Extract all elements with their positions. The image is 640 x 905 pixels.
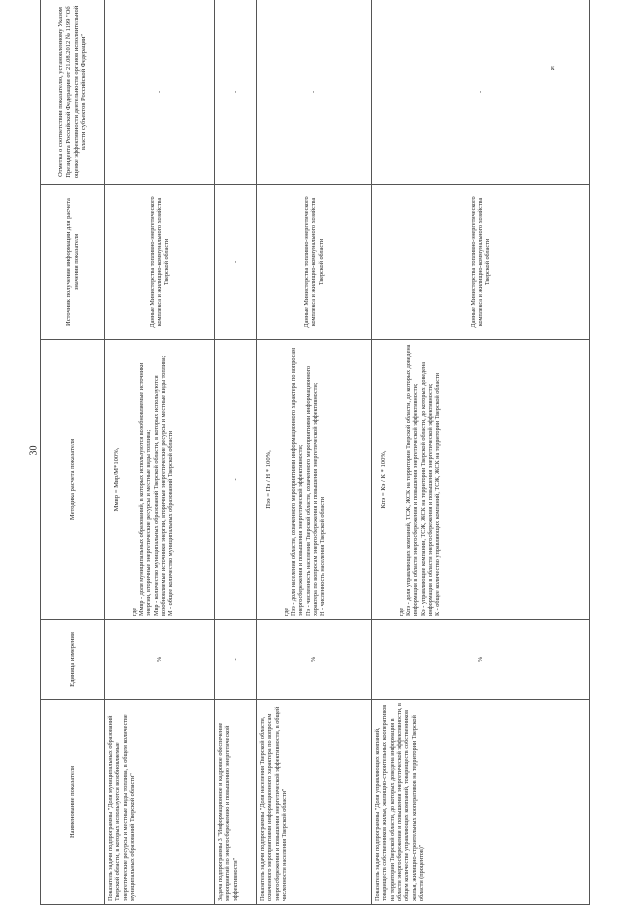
indicator-name: Показатель задачи подпрограммы "Доля муниципальных образований Тверской области, в которых используются возобновляемые энергетические ресурсы и местные виды топлива, в общем количестве муниципальных образований Тверской области" (105, 700, 215, 905)
method-line: Кэ - управляющие компании, ТСЖ, ЖСК на территории Тверской области, до которых доведена информация в области энергосбережения и повышения энергетической эффективности; (419, 361, 435, 616)
header-source: Источник получения информации для расчета значения показателя (41, 185, 105, 340)
indicator-name: Задача подпрограммы 3 "Информационное и кадровое обеспечение мероприятий по энергосбережению и повышению энергетической эффективности" (215, 700, 257, 905)
table-row (215, 0, 257, 905)
indicator-source: Данные Министерства топливно-энергетического комплекса и жилищно-коммунального хозяйства Тверской области (105, 185, 215, 340)
indicator-unit: - (215, 620, 257, 700)
header-unit: Единица измерения (41, 620, 105, 700)
indicator-source: Данные Министерства топливно-энергетического комплекса и жилищно-коммунального хозяйства Тверской области (257, 185, 372, 340)
formula: Ммвр = Мвр/М*100%, (113, 447, 120, 512)
compliance-mark: - (372, 0, 590, 185)
compliance-mark: - (215, 0, 257, 185)
method-line: К - общее количество управляющих компаний, ТСЖ, ЖСК на территории Тверской области (434, 373, 442, 616)
formula: Пээ = Пэ / Н * 100%, (265, 450, 272, 509)
indicator-unit: % (257, 620, 372, 700)
side-mark: к (551, 64, 555, 72)
method-line: Пээ - доля населения области, охваченного мероприятиями информационного характера по вопросам энергосбережения и повышения энергетической эффективности; (290, 347, 305, 616)
table-row (105, 0, 215, 905)
method-line: где (282, 607, 290, 616)
method-line: Ммвр - доля муниципальных образований, в которых используются возобновляемые источники энергии, вторичные энергетические ресурсы и местные виды топлива; (138, 362, 153, 616)
rotated-document-table (40, 0, 590, 905)
method-line: где (130, 607, 138, 616)
compliance-mark: - (257, 0, 372, 185)
indicator-method: - (215, 340, 257, 620)
indicator-method (372, 340, 590, 620)
indicators-table (40, 0, 590, 905)
method-line: Мвр - количество муниципальных образований Тверской области, в которых используются возобновляемые источники энергии, вторичные энергетические ресурсы и местные виды топлива; (152, 355, 168, 616)
table-row (257, 0, 372, 905)
table-header-row (41, 0, 105, 905)
indicator-method (257, 340, 372, 620)
indicator-name: Показатель задачи подпрограммы "Доля населения Тверской области, охваченного мероприятиями информационного характера по вопросам энергосбережения и повышения энергетической эффективности, в общей численности населения Тверской области" (257, 700, 372, 905)
indicator-source: - (215, 185, 257, 340)
method-line: Кпэ - доля управляющих компаний, ТСЖ, ЖСК на территории Тверской области, до которых доведена информация в области энергосбережения и повышения энергетической эффективности; (405, 344, 420, 616)
header-indicator-name: Наименование показателя (41, 700, 105, 905)
method-line: М - общее количество муниципальных образований Тверской области (167, 430, 175, 616)
header-method: Методика расчета показателя (41, 340, 105, 620)
method-line: где (397, 607, 405, 616)
indicator-unit: % (105, 620, 215, 700)
table-row (372, 0, 590, 905)
indicator-method (105, 340, 215, 620)
compliance-mark: - (105, 0, 215, 185)
indicator-unit: % (372, 620, 590, 700)
indicator-name: Показатель задачи подпрограммы "Доля управляющих компаний, товариществ собственников жилья, жилищно-строительных кооперативов на территории Тверской области, до которых доведена информация в области энергосбережения и повышения энергетической эффективности, в общем количестве управляющих компаний, товариществ собственников жилья, жилищно-строительных кооперативов на территории Тверской области (процентов)" (372, 700, 590, 905)
method-line: Н - численность населения Тверской области (319, 496, 327, 616)
indicator-source: Данные Министерства топливно-энергетического комплекса и жилищно-коммунального хозяйства Тверской области (372, 185, 590, 340)
header-compliance-mark: Отметка о соответствии показателю, установленному Указом Президента Российской Федерации от 21.08.2012 № 1199 "Об оценке эффективности деятельности органов исполнительной власти субъектов Российской Федерации" (41, 0, 105, 185)
method-line: Пэ - численность населения Тверской области, охваченного мероприятиями информационного характера по вопросам энергосбережения и повышения энергетической эффективности; (304, 365, 320, 616)
formula: Кпэ = Кэ / К * 100%, (380, 450, 387, 509)
page-number: 30 (28, 445, 40, 456)
